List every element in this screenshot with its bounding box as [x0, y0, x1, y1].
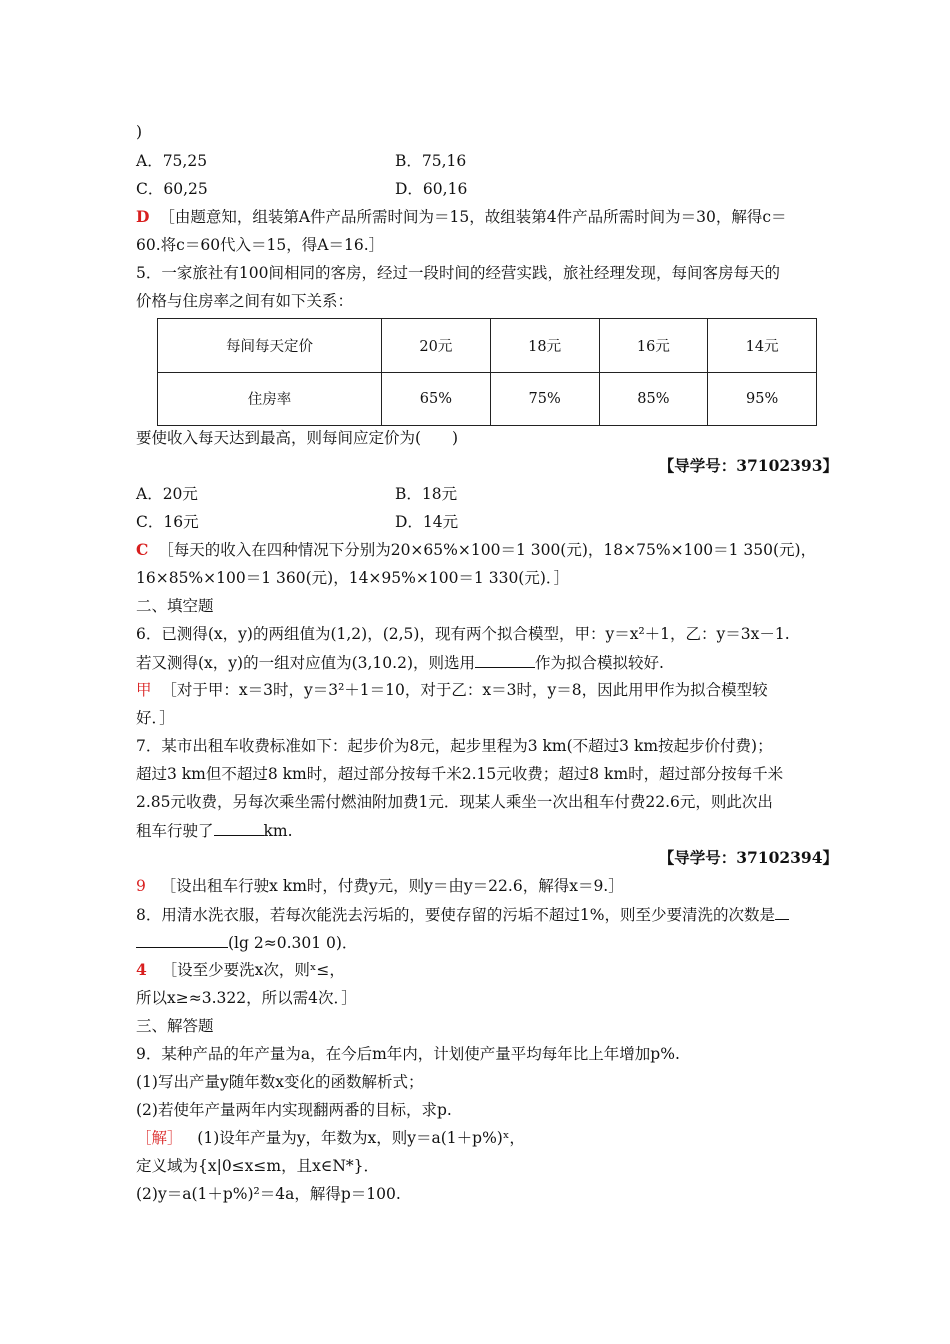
q5-solution-line-1 [136, 540, 816, 560]
q9-solution-tag: ［解］ [136, 1129, 183, 1147]
q6-solution-text-1: ［对于甲：x＝3时，y＝3²＋1＝10，对于乙：x＝3时，y＝8，因此用甲作为拟合模型较 [161, 681, 768, 699]
q8-answer-blank [136, 932, 228, 948]
table-cell-price: 20元 [382, 319, 491, 373]
table-cell-rate: 75% [490, 372, 599, 426]
q6-solution-line-2: 好．］ [136, 709, 175, 727]
q6-stem-line-1: 6．已测得(x，y)的两组值为(1,2)，(2,5)，现有两个拟合模型，甲：y＝x²＋1，乙：y＝3x－1. [136, 625, 790, 643]
q7-stem-line-4 [136, 820, 293, 841]
q5-option-b: B．18元 [395, 485, 458, 503]
q9-solution-line-2: 定义域为{x|0≤x≤m，且x∈N*}． [136, 1157, 379, 1175]
q7-solution-text: ［设出租车行驶x km时，付费y元，则y＝由y＝22.6，解得x＝9.］ [160, 877, 624, 895]
q5-solution-text-1: ［每天的收入在四种情况下分别为20×65%×100＝1 300(元)，18×75%×100＝1 350(元)， [158, 541, 817, 559]
q7-reference-number: 【导学号：37102394】 [658, 848, 838, 867]
q9-stem-line-1: 9．某种产品的年产量为a，在今后m年内，计划使产量平均每年比上年增加p%. [136, 1045, 680, 1063]
q4-solution-line-2: 60.将c＝60代入＝15，得A＝16.］ [136, 236, 385, 254]
table-cell-rate: 95% [708, 372, 817, 426]
q4-answer-letter: D [136, 207, 150, 226]
q6-answer-blank [475, 652, 535, 668]
q4-solution-line-1 [136, 207, 787, 227]
q6-stem-line-2 [136, 652, 664, 673]
q6-stem-text-b: 作为拟合模拟较好. [535, 654, 664, 672]
q9-part-2: (2)若使年产量两年内实现翻两番的目标，求p. [136, 1101, 452, 1119]
table-cell-rate: 85% [599, 372, 708, 426]
q8-solution-line-1 [136, 960, 345, 980]
table-cell-rate: 65% [382, 372, 491, 426]
q8-stem-text-1: 8．用清水洗衣服，若每次能洗去污垢的，要使存留的污垢不超过1%，则至少要清洗的次数是 [136, 906, 775, 924]
q9-solution-line-3: (2)y＝a(1＋p%)²＝4a，解得p＝100. [136, 1185, 401, 1203]
q6-solution-line-1 [136, 680, 768, 700]
table-header-rate: 住房率 [158, 372, 382, 426]
q8-solution-text-1: ［设至少要洗x次，则ˣ≤， [161, 961, 345, 979]
q6-answer: 甲 [136, 681, 152, 699]
q4-option-d: D．60,16 [395, 180, 468, 198]
q4-option-c: C．60,25 [136, 180, 208, 198]
q7-solution-line [136, 876, 624, 896]
q8-solution-line-2: 所以x≥≈3.322，所以需4次．］ [136, 989, 357, 1007]
q5-question: 要使收入每天达到最高，则每间应定价为( ) [136, 429, 459, 447]
q7-stem-line-1: 7．某市出租车收费标准如下：起步价为8元，起步里程为3 km(不超过3 km按起步价付费)； [136, 737, 773, 755]
table-row [158, 372, 817, 426]
q7-answer: 9 [136, 877, 146, 895]
q9-solution-line-1 [136, 1128, 525, 1148]
q5-solution-line-2: 16×85%×100＝1 360(元)，14×95%×100＝1 330(元)．］ [136, 569, 570, 587]
q4-option-b: B．75,16 [395, 152, 467, 170]
q8-answer-blank-start [775, 904, 789, 920]
q4-solution-text-1: ［由题意知，组装第A件产品所需时间为＝15，故组装第4件产品所需时间为＝30，解得c＝ [159, 208, 787, 226]
q5-price-table [157, 318, 817, 426]
q9-part-1: (1)写出产量y随年数x变化的函数解析式； [136, 1073, 424, 1091]
table-cell-price: 14元 [708, 319, 817, 373]
q5-stem-line-1: 5．一家旅社有100间相同的客房，经过一段时间的经营实践，旅社经理发现，每间客房每天的 [136, 264, 780, 282]
table-cell-price: 16元 [599, 319, 708, 373]
section-title-fill-in: 二、填空题 [136, 597, 214, 615]
q8-answer: 4 [136, 960, 147, 979]
q5-option-a: A．20元 [136, 485, 198, 503]
q5-reference-number: 【导学号：37102393】 [658, 456, 838, 475]
q7-stem-text-a: 租车行驶了 [136, 822, 214, 840]
q8-stem-line-1 [136, 904, 789, 925]
table-cell-price: 18元 [490, 319, 599, 373]
q5-stem-line-2: 价格与住房率之间有如下关系： [136, 292, 354, 310]
q9-solution-text-1: (1)设年产量为y，年数为x，则y＝a(1＋p%)ˣ， [197, 1129, 525, 1147]
q7-stem-line-3: 2.85元收费，另每次乘坐需付燃油附加费1元．现某人乘坐一次出租车付费22.6元，则此次出 [136, 793, 773, 811]
section-title-solve: 三、解答题 [136, 1017, 214, 1035]
q7-stem-line-2: 超过3 km但不超过8 km时，超过部分按每千米2.15元收费；超过8 km时，超过部分按每千米 [136, 765, 784, 783]
q6-stem-text-a: 若又测得(x，y)的一组对应值为(3,10.2)，则选用 [136, 654, 475, 672]
table-row [158, 319, 817, 373]
q7-answer-blank [214, 820, 264, 836]
q5-answer-letter: C [136, 540, 149, 559]
q4-close-paren: ) [136, 123, 143, 141]
q8-stem-text-2: (lg 2≈0.301 0)． [228, 934, 358, 952]
table-header-price: 每间每天定价 [158, 319, 382, 373]
q4-option-a: A．75,25 [136, 152, 208, 170]
q5-option-d: D．14元 [395, 513, 459, 531]
q7-stem-text-b: km. [263, 822, 293, 840]
q8-stem-line-2 [136, 932, 357, 953]
q5-option-c: C．16元 [136, 513, 199, 531]
